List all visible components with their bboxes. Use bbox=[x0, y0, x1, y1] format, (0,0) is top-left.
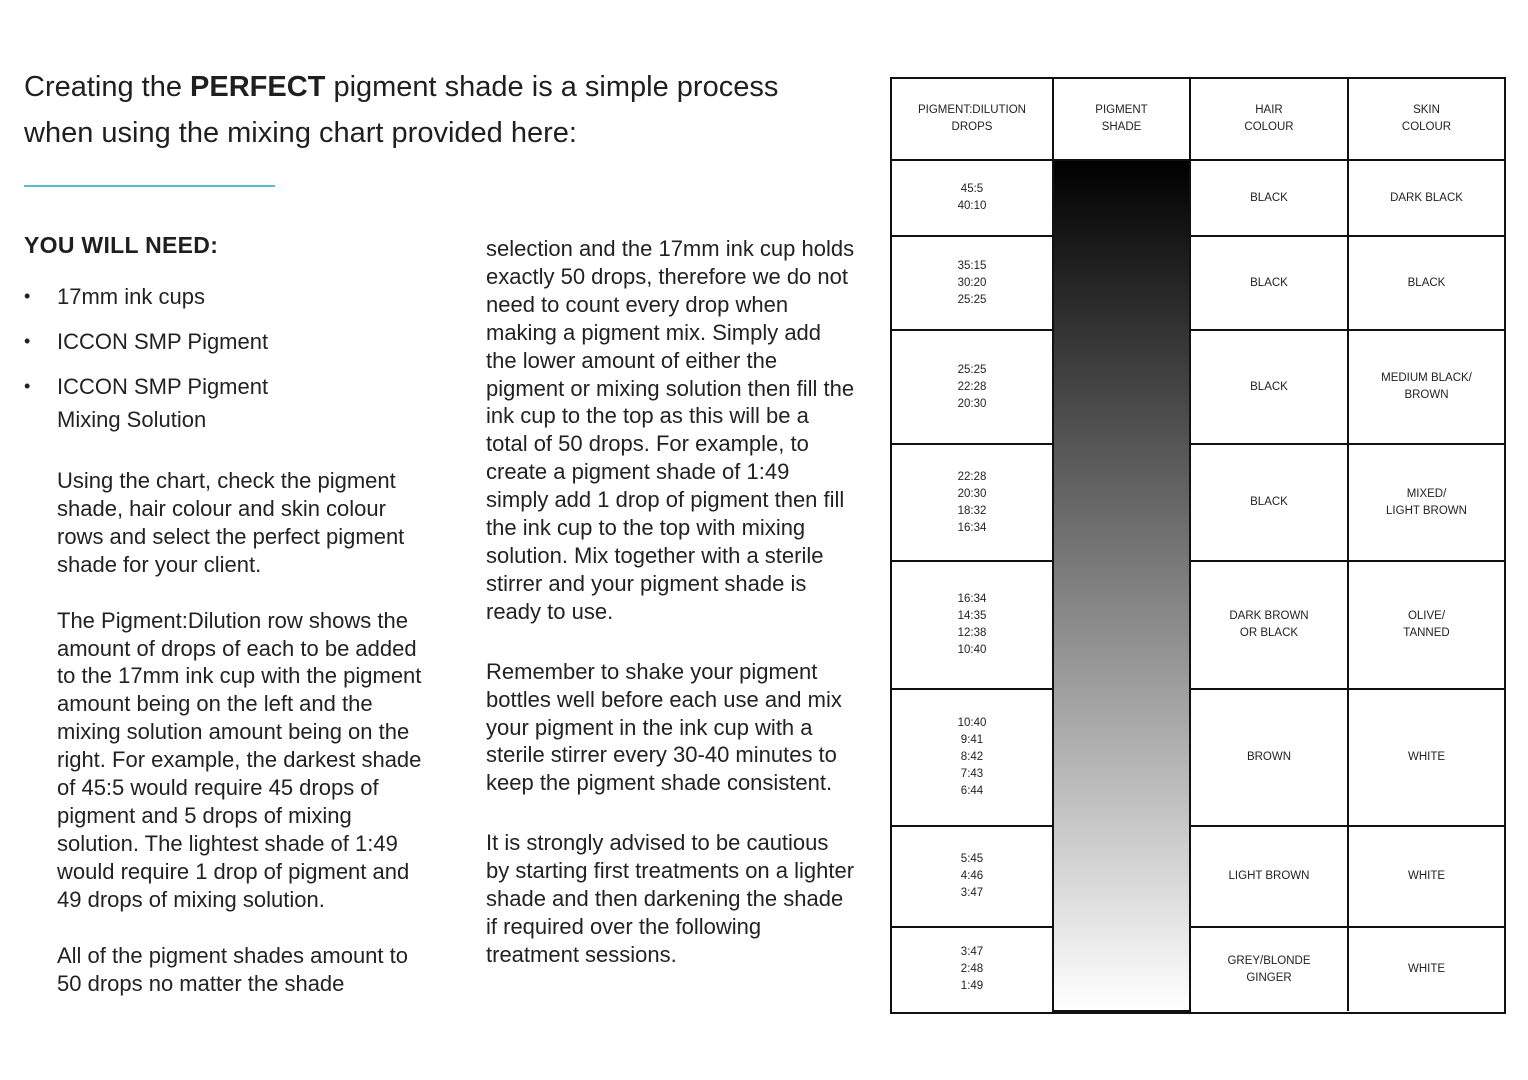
intro-text-pre: Creating the bbox=[24, 71, 191, 103]
table-row bbox=[892, 444, 1504, 561]
mixing-chart bbox=[890, 77, 1506, 1014]
intro-text-bold: PERFECT bbox=[190, 71, 326, 103]
skin-cell: WHITE bbox=[1348, 689, 1504, 826]
table-row bbox=[892, 236, 1504, 330]
header-hair: HAIR COLOUR bbox=[1190, 79, 1348, 160]
paragraph: Using the chart, check the pigment shade, hair colour and skin colour rows and select the perfect pigment shade for your client. bbox=[57, 468, 405, 577]
intro-heading bbox=[24, 64, 844, 156]
drops-cell: 5:45 4:46 3:47 bbox=[892, 826, 1053, 927]
hair-cell: DARK BROWN OR BLACK bbox=[1190, 561, 1348, 689]
skin-cell: OLIVE/ TANNED bbox=[1348, 561, 1504, 689]
accent-divider bbox=[24, 185, 275, 187]
skin-cell: MEDIUM BLACK/ BROWN bbox=[1348, 330, 1504, 444]
skin-cell: BLACK bbox=[1348, 236, 1504, 330]
drops-cell: 45:5 40:10 bbox=[892, 160, 1053, 236]
you-will-need-heading: YOU WILL NEED: bbox=[24, 232, 219, 258]
paragraph: It is strongly advised to be cautious by starting first treatments on a lighter shade and then darkening the shade if required over the following treatment sessions. bbox=[486, 830, 855, 967]
table-row bbox=[892, 160, 1504, 236]
drops-cell: 3:47 2:48 1:49 bbox=[892, 927, 1053, 1011]
skin-cell: WHITE bbox=[1348, 927, 1504, 1011]
drops-cell: 16:34 14:35 12:38 10:40 bbox=[892, 561, 1053, 689]
paragraph: selection and the 17mm ink cup holds exactly 50 drops, therefore we do not need to count every drop when making a pigment mix. Simply add the lower amount of either the pigment or mixing solution then fill the ink cup to the top as this will be a total of 50 drops. For example, to create a pigment shade of 1:49 simply add 1 drop of pigment then fill the ink cup to the top with mixing solution. Mix together with a sterile stirrer and your pigment shade is ready to use. bbox=[486, 236, 855, 624]
header-skin: SKIN COLOUR bbox=[1348, 79, 1504, 160]
shade-gradient-cell bbox=[1053, 160, 1190, 1011]
mixing-chart-table bbox=[892, 79, 1504, 1012]
supplies-list bbox=[24, 280, 424, 448]
drops-cell: 25:25 22:28 20:30 bbox=[892, 330, 1053, 444]
list-item-text: ICCON SMP Pigment bbox=[57, 329, 269, 354]
drops-cell: 10:40 9:41 8:42 7:43 6:44 bbox=[892, 689, 1053, 826]
list-item-text: 17mm ink cups bbox=[57, 284, 205, 309]
table-row bbox=[892, 561, 1504, 689]
table-row bbox=[892, 689, 1504, 826]
list-item bbox=[24, 325, 424, 358]
list-item-text: ICCON SMP Pigment Mixing Solution bbox=[57, 374, 269, 432]
hair-cell: BLACK bbox=[1190, 444, 1348, 561]
hair-cell: GREY/BLONDE GINGER bbox=[1190, 927, 1348, 1011]
table-header-row bbox=[892, 79, 1504, 160]
instructions-column-1 bbox=[57, 467, 432, 997]
list-item bbox=[24, 370, 287, 436]
paragraph: All of the pigment shades amount to 50 drops no matter the shade bbox=[57, 942, 408, 996]
instructions-column-2 bbox=[486, 235, 856, 969]
paragraph: Remember to shake your pigment bottles well before each use and mix your pigment in the ink cup with a sterile stirrer every 30-40 minutes to keep the pigment shade consistent. bbox=[486, 658, 842, 796]
table-row bbox=[892, 330, 1504, 444]
hair-cell: BROWN bbox=[1190, 689, 1348, 826]
hair-cell: BLACK bbox=[1190, 330, 1348, 444]
skin-cell: WHITE bbox=[1348, 826, 1504, 927]
bullet-icon: • bbox=[24, 286, 31, 306]
skin-cell: DARK BLACK bbox=[1348, 160, 1504, 236]
table-row bbox=[892, 927, 1504, 1011]
drops-cell: 22:28 20:30 18:32 16:34 bbox=[892, 444, 1053, 561]
list-item bbox=[24, 280, 424, 313]
intro-text-post: pigment shade is a simple process when using the mixing chart provided here: bbox=[24, 71, 779, 149]
bullet-icon: • bbox=[24, 331, 31, 351]
bullet-icon: • bbox=[24, 376, 31, 396]
hair-cell: BLACK bbox=[1190, 236, 1348, 330]
skin-cell: MIXED/ LIGHT BROWN bbox=[1348, 444, 1504, 561]
header-dilution: PIGMENT:DILUTION DROPS bbox=[892, 79, 1053, 160]
hair-cell: LIGHT BROWN bbox=[1190, 826, 1348, 927]
hair-cell: BLACK bbox=[1190, 160, 1348, 236]
table-row bbox=[892, 826, 1504, 927]
header-shade: PIGMENT SHADE bbox=[1053, 79, 1190, 160]
paragraph: The Pigment:Dilution row shows the amount of drops of each to be added to the 17mm ink cup with the pigment amount being on the left and the mixing solution amount being on the right. For example, the darkest shade of 45:5 would require 45 drops of pigment and 5 drops of mixing solution. The lightest shade of 1:49 would require 1 drop of pigment and 49 drops of mixing solution. bbox=[57, 607, 422, 912]
drops-cell: 35:15 30:20 25:25 bbox=[892, 236, 1053, 330]
